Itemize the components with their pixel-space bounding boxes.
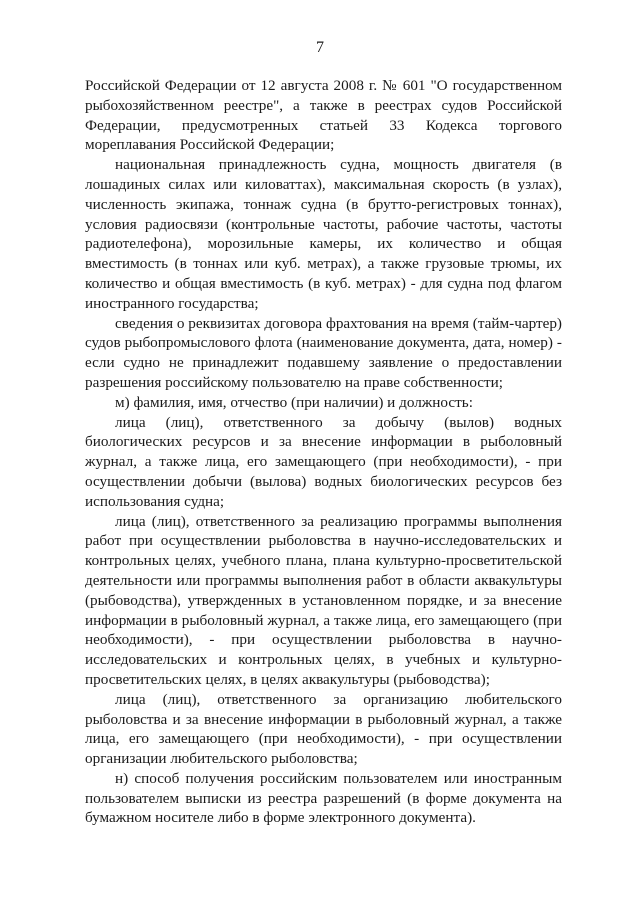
paragraph-5: лица (лиц), ответственного за добычу (вылов) водных биологических ресурсов и за внесение информации в рыболовный журнал, а также лица, его замещающего (при необходимости), - при осуществлении добычи (вылова) водных биологических ресурсов без использования судна; <box>85 413 562 510</box>
paragraph-3: сведения о реквизитах договора фрахтования на время (тайм-чартер) судов рыбопромыслового флота (наименование документа, дата, номер) - если судно не принадлежит подавшему заявление о предоставлении разрешения российскому пользователю на праве собственности; <box>85 314 562 391</box>
paragraph-6: лица (лиц), ответственного за реализацию программы выполнения работ при осуществлении рыболовства в научно-исследовательских и контрольных целях, учебного плана, плана культурно-просветительской деятельности или программы выполнения работ в области аквакультуры (рыбоводства), утвержденных в установленном порядке, и за внесение информации в рыболовный журнал, а также лица, его замещающего (при необходимости), - при осуществлении рыболовства в научно-исследовательских и контрольных целях, в учебных и культурно-просветительских целях, в целях аквакультуры (рыбоводства); <box>85 512 562 688</box>
paragraph-8: н) способ получения российским пользователем или иностранным пользователем выписки из реестра разрешений (в форме документа на бумажном носителе либо в форме электронного документа). <box>85 769 562 827</box>
paragraph-1: Российской Федерации от 12 августа 2008 г. № 601 "О государственном рыбохозяйственном реестре", а также в реестрах судов Российской Федерации, предусмотренных статьей 33 Кодекса торгового мореплавания Российской Федерации; <box>85 77 562 154</box>
page-number: 7 <box>316 39 324 56</box>
paragraph-2: национальная принадлежность судна, мощность двигателя (в лошадиных силах или киловаттах), максимальная скорость (в узлах), численность экипажа, тоннаж судна (в брутто-регистровых тоннах), условия радиосвязи (контрольные частоты, рабочие частоты, частоты радиотелефона), морозильные камеры, их количество и общая вместимость (в тоннах или куб. метрах), а также грузовые трюмы, их количество и общая вместимость (в куб. метрах) - для судна под флагом иностранного государства; <box>85 156 562 312</box>
paragraph-4: м) фамилия, имя, отчество (при наличии) и должность: <box>115 393 473 411</box>
document-body <box>85 76 562 828</box>
paragraph-7: лица (лиц), ответственного за организацию любительского рыболовства и за внесение информации в рыболовный журнал, а также лица, его замещающего (при необходимости), - при осуществлении организации любительского рыболовства; <box>85 690 562 768</box>
